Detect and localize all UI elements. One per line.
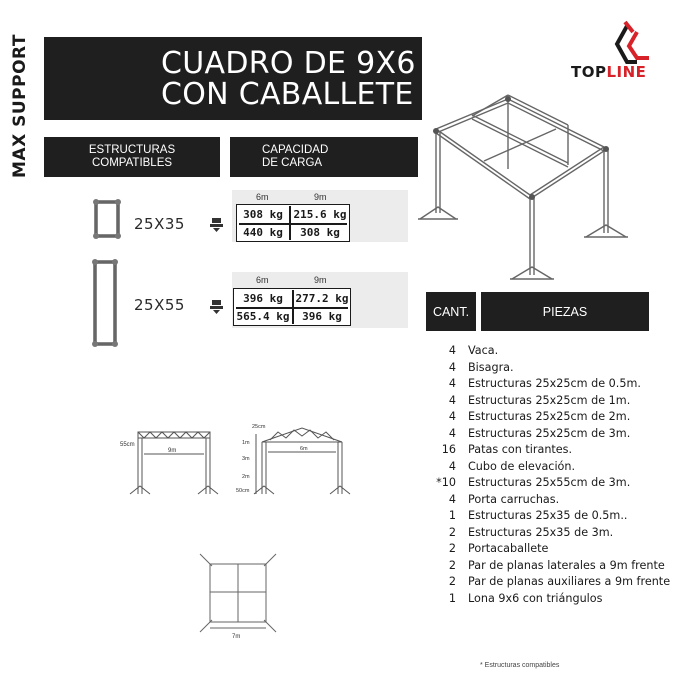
piece-row [430,541,685,558]
side-top-label: 25cm [252,424,266,430]
load-weight-icon [210,218,223,232]
profile-25x55-label: 25X55 [134,296,185,314]
piece-desc: Estructuras 25x25cm de 3m. [468,426,631,440]
cap-cell: 396 kg [243,291,283,305]
piece-row [430,426,685,443]
piece-row [430,376,685,393]
load-weight-icon [210,300,223,314]
cap-cell: 308 kg [300,226,340,239]
piece-qty: 4 [448,344,456,357]
piece-desc: Porta carruchas. [468,492,560,506]
max-support-label: MAX SUPPORT [10,34,30,178]
piece-qty: 4 [448,360,456,374]
piece-desc: Estructuras 25x55cm de 3m. [468,476,631,489]
footnote: * Estructuras compatibles [480,662,560,669]
piece-desc: Lona 9x6 con triángulos [468,591,603,605]
truss-structure-illustration [408,85,648,285]
piece-qty: 1 [448,591,456,605]
front-height-label: 55cm [120,442,135,448]
pieces-header: PIEZAS [481,292,649,331]
piece-row [430,508,685,525]
piece-desc: Estructuras 25x35 de 0.5m.. [468,509,628,522]
piece-qty: 2 [448,575,456,588]
load-capacity-header: CAPACIDAD DE CARGA [230,137,418,177]
piece-row [430,558,685,575]
title-line-1: CUADRO DE 9X6 [161,46,416,81]
piece-row [430,459,685,476]
plan-view-drawing [196,548,280,640]
piece-qty: 4 [448,459,456,473]
piece-row [430,393,685,410]
piece-qty: 2 [448,558,456,572]
title-line-2: CON CABALLETE [161,77,414,112]
piece-qty: 16 [441,443,456,456]
piece-desc: Vaca. [468,344,499,357]
pieces-list [430,343,685,607]
front-width-label: 9m [168,448,177,454]
piece-desc: Patas con tirantes. [468,443,573,456]
piece-desc: Estructuras 25x25cm de 1m. [468,393,631,407]
page-title [44,37,422,120]
truss-25x35-icon [92,198,122,240]
capacity-table-25x35 [236,204,350,242]
topline-logo-text: TOPLINE [571,63,647,81]
piece-desc: Estructuras 25x25cm de 2m. [468,410,631,423]
piece-row [430,525,685,542]
piece-desc: Par de planas laterales a 9m frente [468,558,665,572]
piece-row [430,409,685,426]
side-1m-label: 1m [242,440,250,446]
piece-desc: Estructuras 25x35 de 3m. [468,525,614,539]
piece-qty: 4 [448,410,456,423]
piece-row [430,360,685,377]
piece-row [430,492,685,509]
piece-qty: 4 [448,377,456,390]
piece-qty: 4 [448,492,456,506]
piece-desc: Portacaballete [468,542,549,555]
piece-desc: Par de planas auxiliares a 9m frente [468,575,671,588]
cap-cell: 396 kg [302,310,342,323]
piece-desc: Cubo de elevación. [468,459,576,473]
truss-25x55-icon [90,258,120,348]
piece-qty: 2 [448,542,456,555]
profile-25x35-label: 25X35 [134,215,185,233]
piece-qty: 2 [448,525,456,539]
piece-row [430,574,685,591]
side-2m-label: 2m [242,474,250,480]
cap-cell: 215.6 kg [293,207,347,221]
cap-cell: 565.4 kg [236,310,290,323]
span-6m-label: 6m [256,275,269,285]
side-base-label: 50cm [236,488,250,494]
side-3m-label: 3m [242,456,250,462]
piece-qty: 4 [448,426,456,440]
cap-cell: 440 kg [243,226,283,239]
cap-cell: 308 kg [243,207,283,221]
piece-desc: Bisagra. [468,360,514,374]
front-elevation-drawing [118,420,228,502]
span-9m-label: 9m [314,192,327,202]
side-width-label: 6m [300,446,308,452]
capacity-table-25x55 [233,288,351,326]
span-9m-label: 9m [314,275,327,285]
plan-width-label: 7m [232,634,241,640]
compatible-structures-header: ESTRUCTURAS COMPATIBLES [44,137,220,177]
side-elevation-drawing [232,420,360,502]
piece-desc: Estructuras 25x25cm de 0.5m. [468,377,641,390]
span-6m-label: 6m [256,192,269,202]
qty-header: CANT. [426,292,476,331]
cap-cell: 277.2 kg [295,291,349,305]
piece-qty: *10 [436,476,456,489]
piece-row [430,442,685,459]
piece-qty: 1 [448,509,456,522]
piece-row [430,591,685,608]
piece-qty: 4 [448,393,456,407]
piece-row [430,343,685,360]
piece-row [430,475,685,492]
